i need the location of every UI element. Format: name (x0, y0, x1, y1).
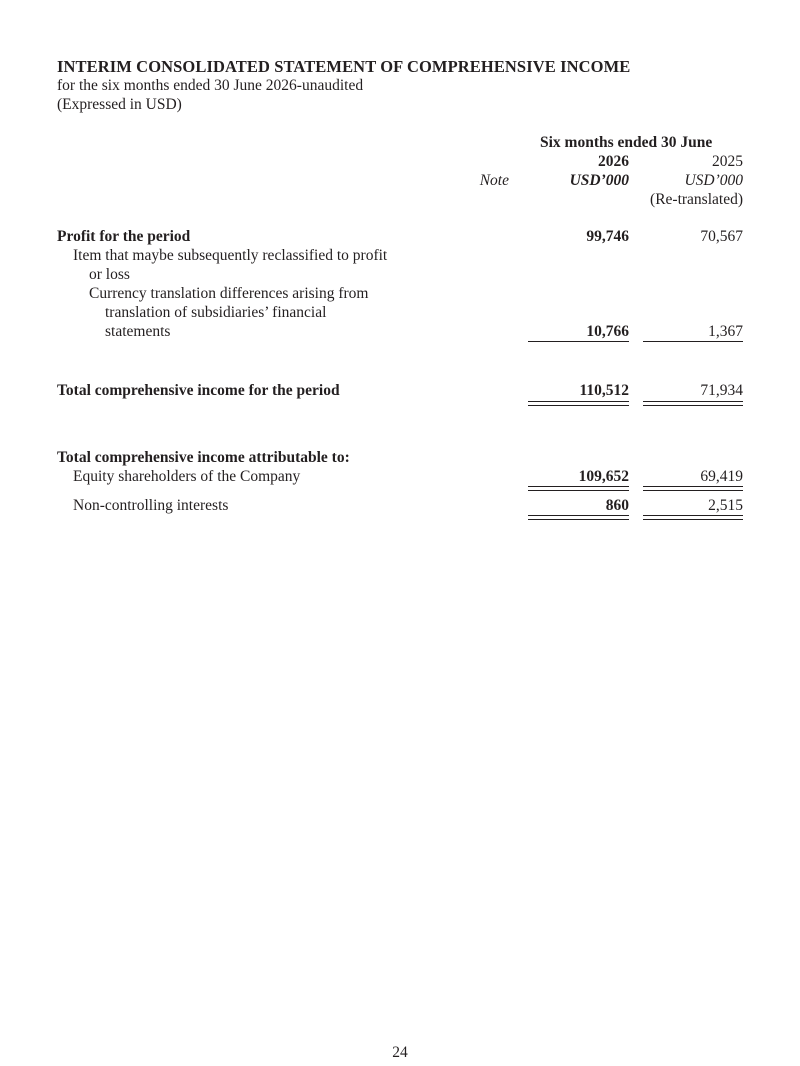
value-currency-prior: 1,367 (708, 323, 743, 340)
double-underline-total-ci-prior-a (643, 401, 743, 402)
column-group-header: Six months ended 30 June (540, 134, 713, 151)
statement-currency: (Expressed in USD) (57, 96, 182, 113)
value-equity-current: 109,652 (578, 468, 629, 485)
column-year-current: 2026 (598, 153, 629, 170)
double-underline-total-ci-current-b (528, 405, 629, 406)
double-underline-nci-prior-b (643, 519, 743, 520)
statement-period: for the six months ended 30 June 2026-unaudited (57, 77, 364, 94)
double-underline-equity-current-b (528, 490, 629, 491)
double-underline-total-ci-prior-b (643, 405, 743, 406)
row-label-currency-line1: Currency translation differences arising from (89, 285, 369, 302)
value-profit-current: 99,746 (586, 228, 629, 245)
row-label-attributable: Total comprehensive income attributable to: (57, 449, 350, 466)
double-underline-equity-prior-b (643, 490, 743, 491)
column-year-prior: 2025 (712, 153, 743, 170)
double-underline-nci-current-b (528, 519, 629, 520)
row-label-reclass-line2: or loss (89, 266, 130, 283)
value-total-ci-prior: 71,934 (700, 382, 743, 399)
value-nci-current: 860 (605, 497, 629, 514)
double-underline-total-ci-current-a (528, 401, 629, 402)
double-underline-equity-current-a (528, 486, 629, 487)
column-unit-prior: USD’000 (684, 172, 743, 189)
row-label-total-ci: Total comprehensive income for the period (57, 382, 340, 399)
row-label-nci: Non-controlling interests (73, 497, 229, 514)
column-unit-current: USD’000 (569, 172, 629, 189)
statement-title: INTERIM CONSOLIDATED STATEMENT OF COMPREHENSIVE INCOME (57, 57, 631, 76)
double-underline-nci-current-a (528, 515, 629, 516)
value-currency-current: 10,766 (586, 323, 629, 340)
row-label-equity: Equity shareholders of the Company (73, 468, 301, 485)
value-nci-prior: 2,515 (708, 497, 743, 514)
row-label-reclass-line1: Item that maybe subsequently reclassified to profit (73, 247, 388, 264)
row-label-profit: Profit for the period (57, 228, 191, 245)
column-note-header: Note (479, 172, 509, 189)
value-profit-prior: 70,567 (700, 228, 743, 245)
page-number: 24 (392, 1044, 408, 1061)
underline-currency-prior (643, 341, 743, 342)
row-label-currency-line2: translation of subsidiaries’ financial (105, 304, 327, 321)
double-underline-equity-prior-a (643, 486, 743, 487)
underline-currency-current (528, 341, 629, 342)
double-underline-nci-prior-a (643, 515, 743, 516)
value-total-ci-current: 110,512 (579, 382, 629, 399)
column-prior-note: (Re-translated) (650, 191, 743, 208)
value-equity-prior: 69,419 (700, 468, 743, 485)
row-label-currency-line3: statements (105, 323, 171, 340)
